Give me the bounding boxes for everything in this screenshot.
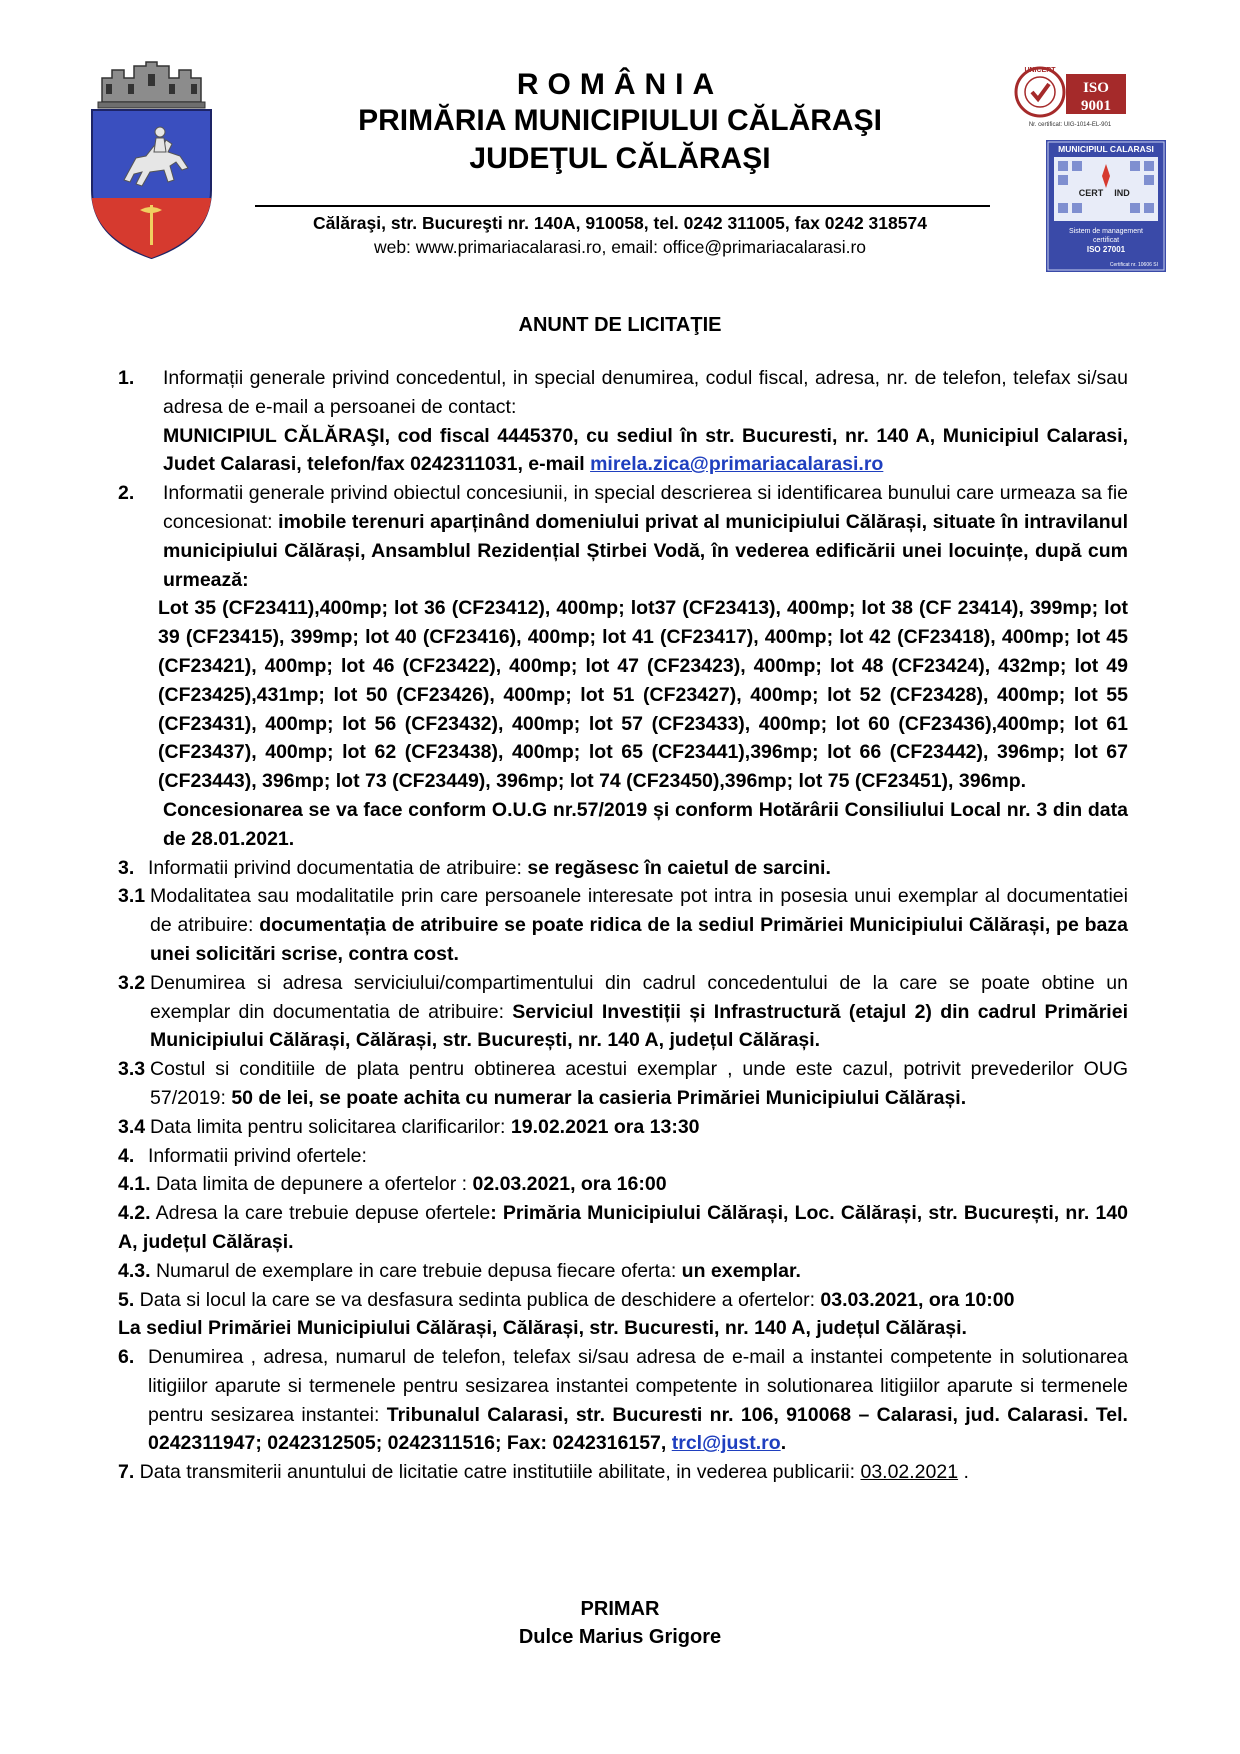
item-6 (118, 1343, 1128, 1458)
header-country: ROMÂNIA (516, 68, 724, 101)
email-label: , email: (601, 237, 663, 257)
iso-27001-badge (1046, 140, 1166, 272)
iso-9001-badge (1012, 62, 1130, 132)
lot-list: Lot 35 (CF23411),400mp; lot 36 (CF23412), 400mp; lot37 (CF23413), 400mp; lot 38 (CF 23414), 399mp; lot 39 (CF23415), 399mp; lot 40 (CF23416), 400mp; lot 41 (CF23417), 400mp; lot 42 (CF23418), 400mp; lot 45 (CF23421), 400mp; lot 46 (CF23422), 400mp; lot 47 (CF23423), 400mp; lot 48 (CF23424), 432mp; lot 49 (CF23425),431mp; lot 50 (CF23426), 400mp; lot 51 (CF23427), 400mp; lot 52 (CF23428), 400mp; lot 55 (CF23431), 400mp; lot 56 (CF23432), 400mp; lot 57 (CF23433), 400mp; lot 60 (CF23436),400mp; lot 61 (CF23437), 400mp; lot 62 (CF23438), 400mp; lot 65 (CF23441),396mp; lot 66 (CF23442), 396mp; lot 67 (CF23443), 396mp; lot 73 (CF23449), 396mp; lot 74 (CF23450),396mp; lot 75 (CF23451), 396mp. (158, 597, 1128, 793)
item-number: 2. (118, 482, 135, 505)
header-divider (255, 205, 990, 207)
item-end: . (780, 1432, 787, 1455)
item-number: 6. (118, 1346, 135, 1369)
item-bold-text: Tribunalul Calarasi, str. Bucuresti nr. 106, 910068 – Calarasi, jud. Calarasi. Tel. 0242311947; 0242312505; 0242311516; Fax: 0242316157, (148, 1403, 1128, 1455)
item-end: . (958, 1461, 969, 1484)
item-bold-text: 03.03.2021, ora 10:00 (820, 1288, 1015, 1311)
iso-number: 9001 (1081, 98, 1111, 114)
iso-brand: UNICERT (1024, 67, 1056, 74)
item-text: Costul si conditiile de plata pentru obtinerea acestui exemplar , unde este cazul, potrivit prevederilor OUG 57/2019: (150, 1058, 1128, 1109)
cert-logo-left: CERT (1078, 188, 1104, 198)
document-body (118, 364, 1128, 1487)
header-institution: PRIMĂRIA MUNICIPIULUI CĂLĂRAŞI (358, 104, 882, 137)
item-number: 7. (118, 1461, 135, 1484)
item-number: 5. (118, 1288, 135, 1311)
item-bold-text: 19.02.2021 ora 13:30 (510, 1115, 700, 1138)
item-bold-text: imobile terenuri aparținând domeniului privat al municipiului Călărași, situate în intravilanul municipiului Călărași, Ansamblul Rezidențial Știrbei Vodă, în vederea edificării unei locuințe, după cum urmează: (163, 510, 1128, 591)
cert-number: Certificat nr. 10606 SI (1109, 262, 1158, 268)
cert-badge-title: MUNICIPIUL CALARASI (1058, 144, 1154, 154)
item-number: 4. (118, 1144, 135, 1167)
item-text: Informații generale privind concedentul, in special denumirea, codul fiscal, adresa, nr. de telefon, telefax si/sau adresa de e-mail a persoanei de contact: (163, 367, 1128, 418)
item-text: Data transmiterii anuntului de licitatie catre institutiile abilitate, in vederea publicarii: (134, 1461, 861, 1484)
item-bold-text: 02.03.2021, ora 16:00 (472, 1173, 667, 1196)
cert-logo-right: IND (1114, 188, 1130, 198)
header-address: Călăraşi, str. Bucureşti nr. 140A, 910058, tel. 0242 311005, fax 0242 318574 (313, 213, 927, 233)
item-number: 1. (118, 367, 135, 389)
item-text: Denumirea , adresa, numarul de telefon, telefax si/sau adresa de e-mail a instantei competente in solutionarea litigiilor aparute si termenele pentru sesizarea instantei competente in solutionarea litigiilor aparute si termenele pentru sesizarea instantei: (148, 1346, 1128, 1426)
item-text: Denumirea si adresa serviciului/compartimentului din cadrul concedentului de la care se poate obtine un exemplar din documentatia de atribuire: (150, 971, 1128, 1023)
concession-legal-basis: Concesionarea se va face conform O.U.G nr.57/2019 și conform Hotărârii Consiliului Local nr. 3 din data de 28.01.2021. (163, 798, 1128, 850)
item-number: 4.3. (118, 1259, 151, 1282)
item-1 (118, 364, 1128, 479)
contact-email-link[interactable]: mirela.zica@primariacalarasi.ro (590, 453, 884, 476)
item-4-1 (118, 1170, 1128, 1199)
item-text: Informatii privind documentatia de atribuire: (148, 856, 528, 879)
signature-role: PRIMAR (580, 1598, 660, 1620)
coat-of-arms-logo (84, 60, 219, 260)
opening-location: La sediul Primăriei Municipiului Călărași, Călărași, str. Bucuresti, nr. 140 A, județul Călărași. (118, 1317, 967, 1340)
item-text: Data si locul la care se va desfasura sedinta publica de deschidere a ofertelor: (134, 1288, 821, 1311)
cert-text-1: Sistem de management (1069, 228, 1143, 235)
item-number: 3.4 (118, 1115, 146, 1138)
item-7 (118, 1458, 1128, 1487)
document-title: ANUNT DE LICITAŢIE (518, 314, 722, 336)
item-3-3 (118, 1055, 1128, 1113)
item-3-4 (118, 1113, 1128, 1142)
iso-standard: ISO (1083, 80, 1109, 96)
item-text: Data limita de depunere a ofertelor : (150, 1173, 473, 1196)
item-number: 3.1 (118, 885, 146, 908)
item-4-3 (118, 1257, 1128, 1286)
cert-text-2: certificat (1092, 237, 1120, 244)
item-3-2 (118, 969, 1128, 1055)
item-text: Numarul de exemplare in care trebuie depusa fiecare oferta: (150, 1259, 682, 1282)
item-3-1 (118, 882, 1128, 968)
header-county: JUDEŢUL CĂLĂRAŞI (469, 142, 771, 175)
item-bold-text: Serviciul Investiții și Infrastructură (etajul 2) din cadrul Primăriei Municipiului Călărași, Călărași, str. București, nr. 140 A, județul Călărași. (150, 1000, 1128, 1052)
item-text: Modalitatea sau modalitatile prin care persoanele interesate pot intra in posesia unui exemplar al documentatiei de atribuire: (150, 885, 1128, 937)
item-number: 3. (118, 856, 135, 879)
item-5 (118, 1286, 1128, 1315)
item-text: Adresa la care trebuie depuse ofertele (150, 1202, 491, 1225)
item-text: Data limita pentru solicitarea clarificarilor: (150, 1115, 511, 1138)
publication-date: 03.02.2021 (860, 1461, 959, 1484)
item-2 (118, 479, 1128, 594)
iso-cert-number: Nr. certificat: UIG-1014-EL-901 (1028, 122, 1112, 128)
item-number: 3.3 (118, 1058, 146, 1081)
header-contact (240, 236, 1000, 258)
office-email-link[interactable]: office@primariacalarasi.ro (662, 237, 867, 257)
cert-text-3: ISO 27001 (1086, 245, 1126, 254)
item-bold-text: documentația de atribuire se poate ridica de la sediul Primăriei Municipiului Călărași, pe baza unei solicitări scrise, contra cost. (150, 914, 1128, 965)
item-bold-text: se regăsesc în caietul de sarcini. (527, 856, 831, 879)
website-link[interactable]: www.primariacalarasi.ro (415, 237, 602, 257)
item-bold-text: : Primăria Municipiului Călărași, Loc. Călărași, str. București, nr. 140 A, județul Călărași. (118, 1202, 1129, 1253)
item-4 (118, 1142, 1128, 1171)
item-bold-text: MUNICIPIUL CĂLĂRAŞI, cod fiscal 4445370, cu sediul în str. Bucuresti, nr. 140 A, Municipiul Calarasi, Judet Calarasi, telefon/fax 0242311031, e-mail (163, 424, 1128, 476)
item-text: Informatii privind ofertele: (148, 1144, 367, 1167)
item-text: Informatii generale privind obiectul concesiunii, in special descrierea si identificarea bunului care urmeaza sa fie concesionat: (163, 482, 1128, 533)
item-4-2 (118, 1199, 1128, 1257)
item-number: 3.2 (118, 971, 146, 994)
web-label: web: (373, 237, 416, 257)
item-bold-text: 50 de lei, se poate achita cu numerar la casieria Primăriei Municipiului Călărași. (231, 1086, 967, 1109)
item-number: 4.2. (118, 1202, 151, 1225)
header-title-block (250, 68, 990, 178)
item-3 (118, 854, 1128, 883)
signature-name: Dulce Marius Grigore (518, 1626, 722, 1648)
item-bold-text: un exemplar. (681, 1259, 801, 1282)
item-number: 4.1. (118, 1173, 151, 1196)
court-email-link[interactable]: trcl@just.ro (671, 1432, 781, 1455)
